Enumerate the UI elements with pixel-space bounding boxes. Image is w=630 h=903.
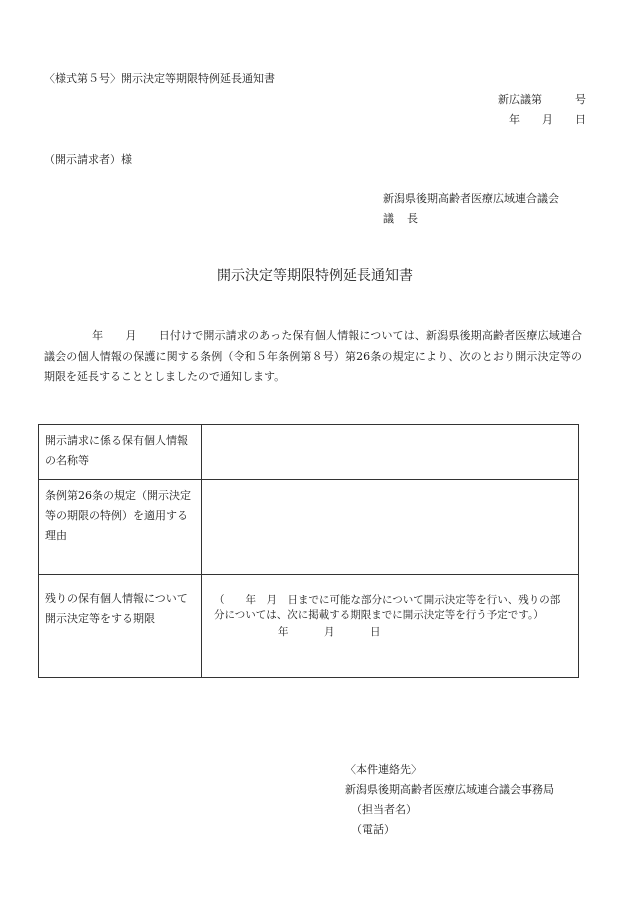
row-label: 残りの保有個人情報について開示決定等をする期限 (39, 575, 202, 678)
form-label: 〈様式第５号〉開示決定等期限特例延長通知書 (44, 72, 275, 85)
date-day: 日 (575, 113, 586, 126)
document-number: 新広議第 号 (498, 93, 586, 106)
contact-person: （担当者名） (351, 803, 417, 816)
table-row (39, 575, 579, 678)
table-row (39, 480, 579, 575)
row-value-empty (202, 425, 579, 480)
deadline-month: 月 (324, 626, 335, 638)
sender-title: 議 長 (383, 212, 419, 225)
sender-organization: 新潟県後期高齢者医療広域連合議会 (383, 192, 559, 205)
notice-body (44, 326, 582, 388)
info-table (38, 424, 579, 678)
body-month: 月 (125, 329, 137, 342)
row-label: 条例第26条の規定（開示決定等の期限の特例）を適用する理由 (39, 480, 202, 575)
row-value-deadline (202, 575, 579, 678)
contact-phone: （電話） (351, 823, 395, 836)
deadline-note-line1: （ 年 月 日までに可能な部分について開示決定等を行い、残りの部 (214, 594, 561, 606)
body-text: 日付けで開示請求のあった保有個人情報については、新潟県後期高齢者医療広域連合議会の個人情報の保護に関する条例（令和５年条例第８号）第26条の規定により、次のとおり開示決定等の期限を延長することとしましたので通知します。 (44, 329, 583, 383)
contact-office: 新潟県後期高齢者医療広域連合議会事務局 (345, 783, 554, 796)
document-title: 開示決定等期限特例延長通知書 (217, 268, 413, 284)
issue-date (509, 111, 586, 127)
date-month: 月 (542, 113, 553, 126)
contact-heading: 〈本件連絡先〉 (345, 763, 422, 776)
row-value-empty (202, 480, 579, 575)
body-year: 年 (92, 329, 104, 342)
contact-block (345, 760, 554, 840)
deadline-date (214, 625, 578, 640)
date-year: 年 (509, 113, 520, 126)
recipient: （開示請求者）様 (44, 153, 132, 166)
deadline-note-line2: 分については、次に掲載する期限までに開示決定等を行う予定です。） (214, 609, 544, 621)
deadline-day: 日 (370, 626, 381, 638)
deadline-year: 年 (278, 626, 289, 638)
row-label: 開示請求に係る保有個人情報の名称等 (39, 425, 202, 480)
table-row (39, 425, 579, 480)
